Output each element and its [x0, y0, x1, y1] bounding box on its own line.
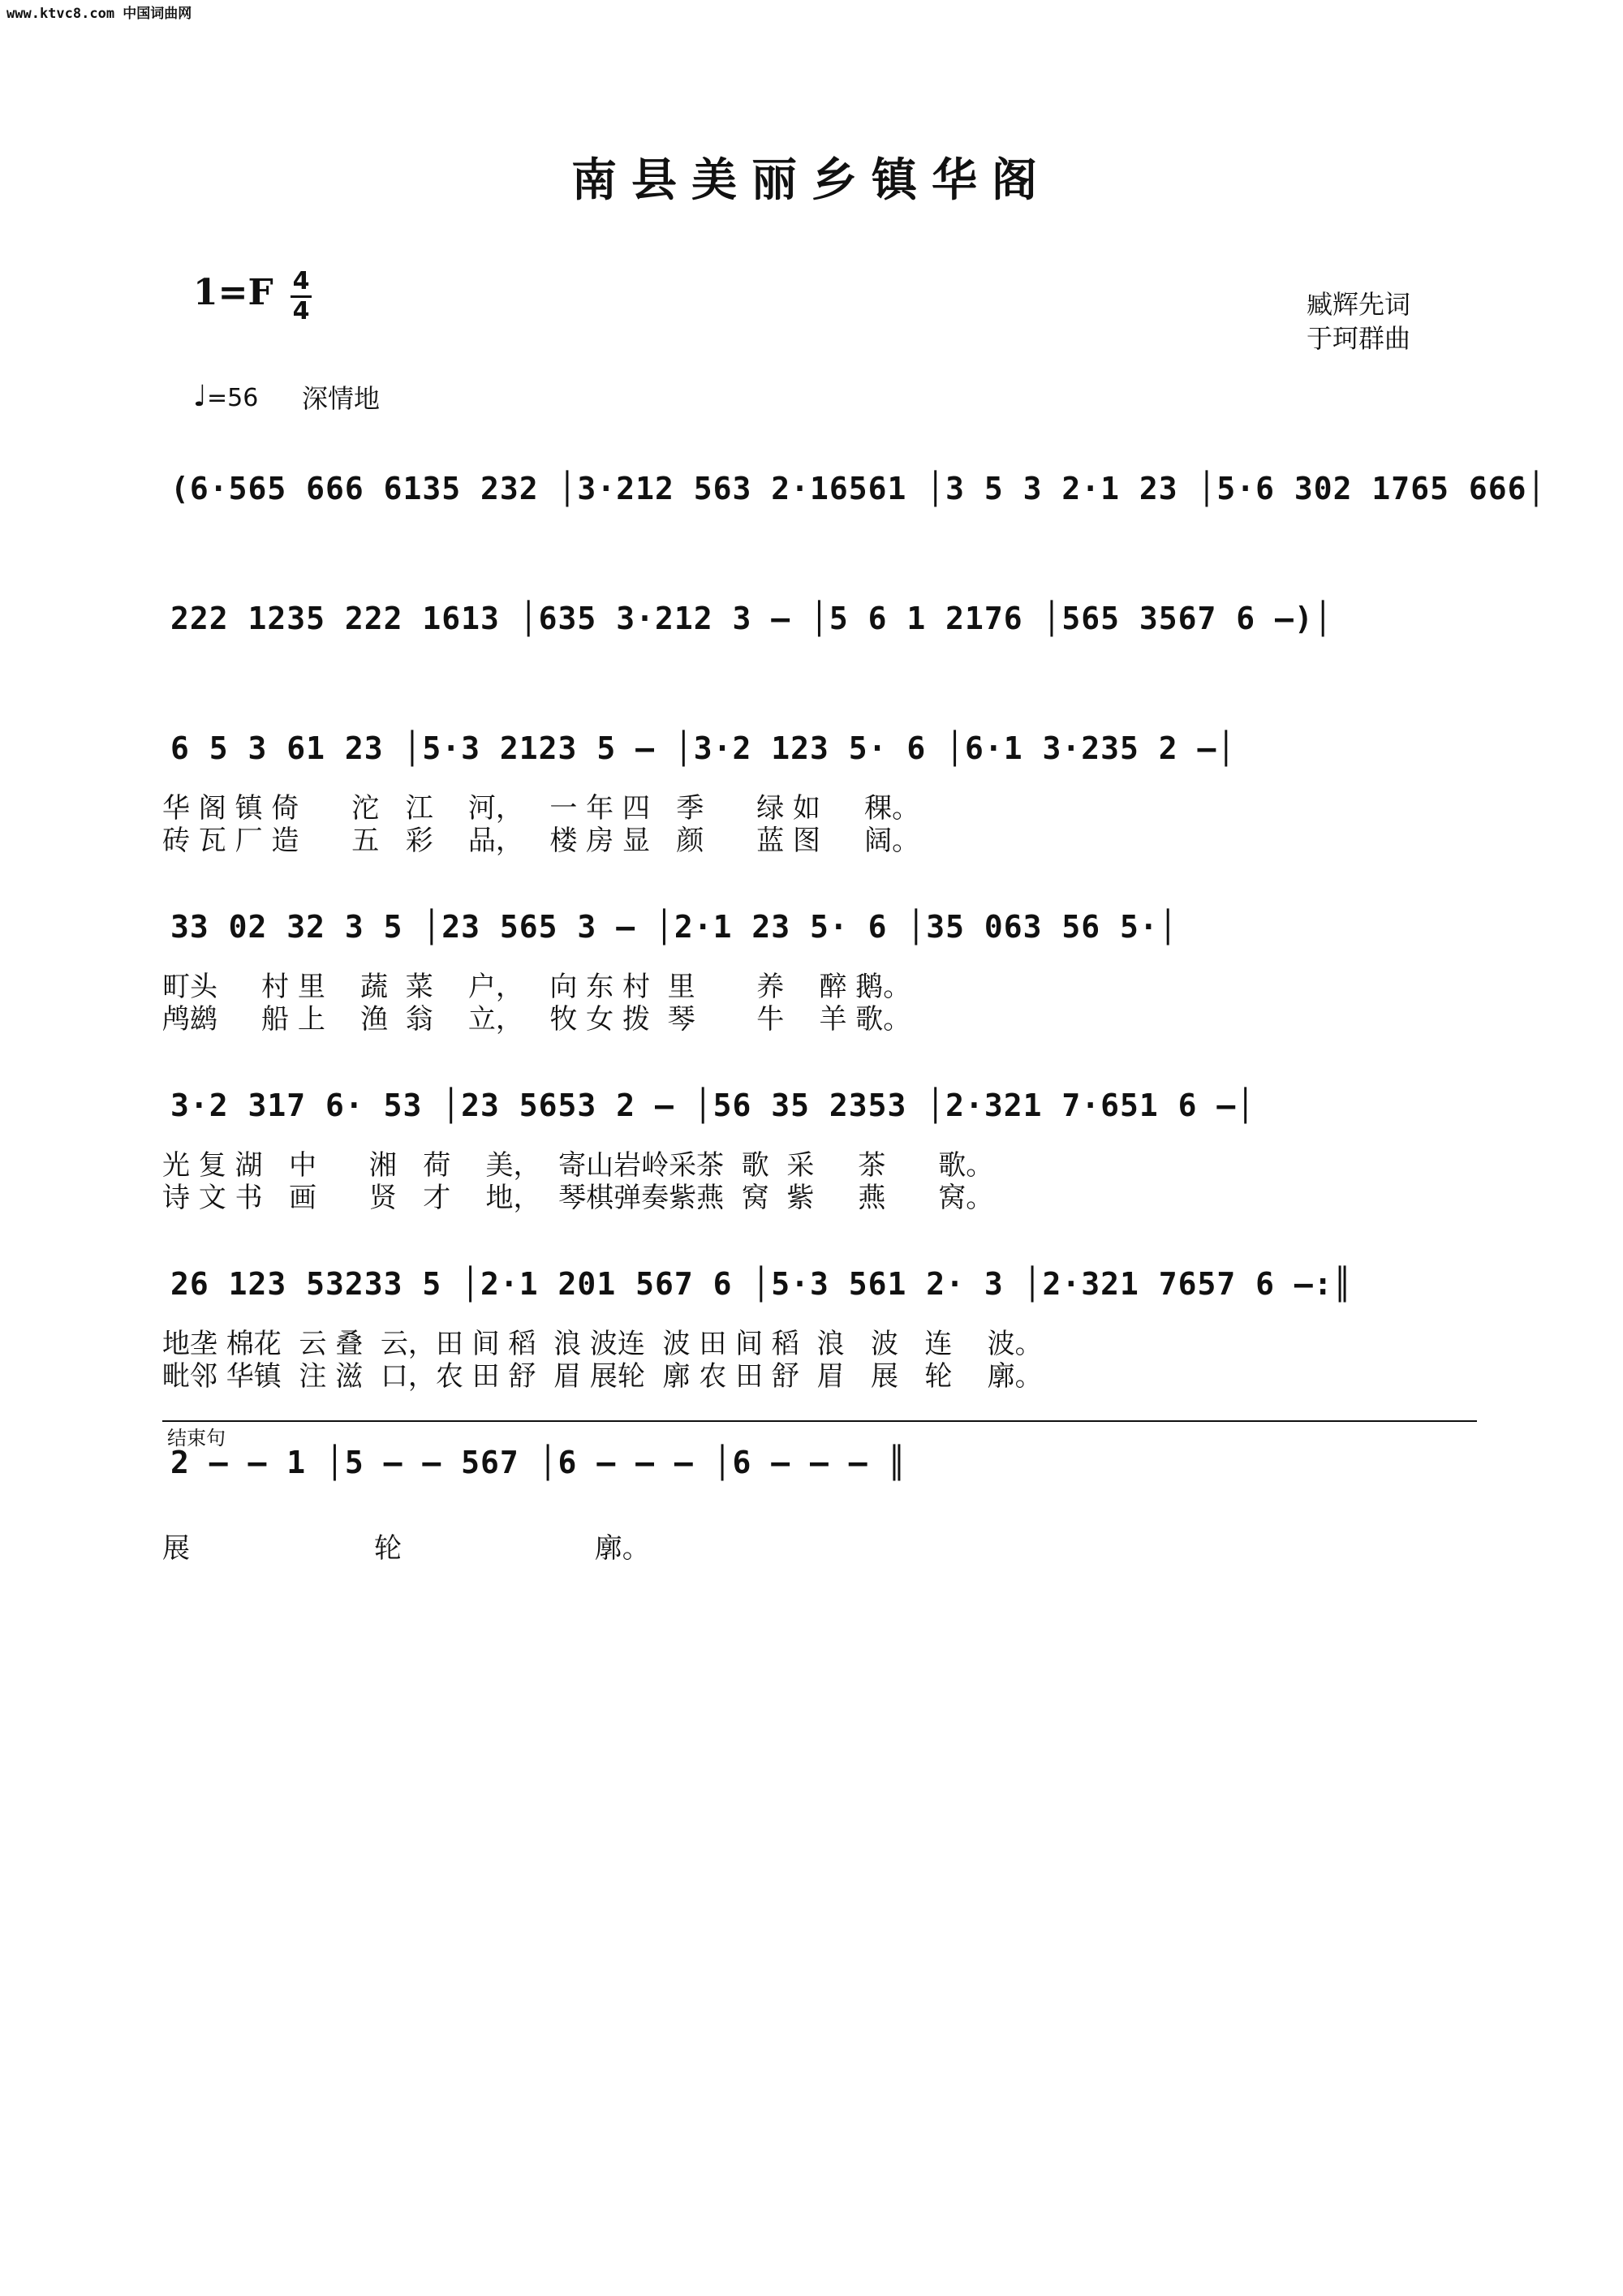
score-row: [162, 584, 1485, 682]
meter-bottom: 4: [292, 297, 310, 325]
finale-notation: 2 – – 1 │5 – – 567 │6 – – – │6 – – – ║: [170, 1445, 907, 1480]
score-row: [162, 454, 1547, 552]
time-signature: [289, 268, 313, 325]
lyric-verse-1: 光 复 湖 中 湘 荷 美， 寄山岩岭采茶 歌 采 茶 歌。: [162, 1149, 994, 1182]
notation-line: 26 123 53233 5 │2·1 201 567 6 │5·3 561 2· 3 │2·321 7657 6 –:║: [170, 1266, 1353, 1302]
notation-line: 33 02 32 3 5 │23 565 3 – │2·1 23 5· 6 │35 063 56 5·│: [170, 909, 1178, 945]
meter-top: 4: [292, 267, 310, 295]
lyric-verse-2: 砖 瓦 厂 造 五 彩 品， 楼 房 显 颜 蓝 图 阔。: [162, 825, 920, 857]
site-watermark: www.ktvc8.com 中国词曲网: [6, 6, 192, 22]
notation-line: 222 1235 222 1613 │635 3·212 3 – │5 6 1 2176 │565 3567 6 –)│: [170, 601, 1333, 636]
expression-marking: 深情地: [302, 383, 381, 414]
finale-label: 结束句: [167, 1427, 226, 1450]
lyric-verse-2: 诗 文 书 画 贤 才 地， 琴棋弹奏紫燕 窝 紫 燕 窝。: [162, 1182, 994, 1214]
tempo-marking: [193, 380, 258, 413]
notation-line: 3·2 317 6· 53 │23 5653 2 – │56 35 2353 │2·321 7·651 6 –│: [170, 1088, 1256, 1123]
key-signature: 1=F: [193, 272, 273, 313]
tempo-value: =56: [206, 384, 259, 412]
score-row: [162, 1250, 1485, 1393]
notation-line: 6 5 3 61 23 │5·3 2123 5 – │3·2 123 5· 6 │6·1 3·235 2 –│: [170, 730, 1237, 766]
lyric-verse-2: 鸬鹚 船 上 渔 翁 立， 牧 女 拨 琴 牛 羊 歌。: [162, 1003, 911, 1036]
lyricist-credit: 臧辉先词: [1307, 289, 1411, 320]
composer-credit: 于珂群曲: [1307, 323, 1411, 354]
finale-lyric: 展 轮 廓。: [162, 1532, 650, 1565]
lyric-verse-1: 华 阁 镇 倚 沱 江 河， 一 年 四 季 绿 如 稞。: [162, 792, 920, 825]
finale-bracket: [162, 1420, 1477, 1424]
notation-line: (6·565 666 6135 232 │3·212 563 2·16561 │3 5 3 2·1 23 │5·6 302 1765 666│: [170, 471, 1547, 506]
lyric-verse-1: 地垄 棉花 云 叠 云，田 间 稻 浪 波连 波 田 间 稻 浪 波 连 波。: [162, 1328, 1043, 1360]
score-row: [162, 714, 1485, 857]
lyric-verse-1: 町头 村 里 蔬 菜 户， 向 东 村 里 养 醉 鹅。: [162, 971, 911, 1003]
quarter-note-icon: ♩: [193, 380, 207, 413]
score-row: [162, 893, 1485, 1036]
score-row: [162, 1071, 1485, 1214]
song-title: 南县美丽乡镇华阁: [571, 153, 1052, 207]
lyric-verse-2: 毗邻 华镇 注 滋 口，农 田 舒 眉 展轮 廓 农 田 舒 眉 展 轮 廓。: [162, 1360, 1043, 1393]
